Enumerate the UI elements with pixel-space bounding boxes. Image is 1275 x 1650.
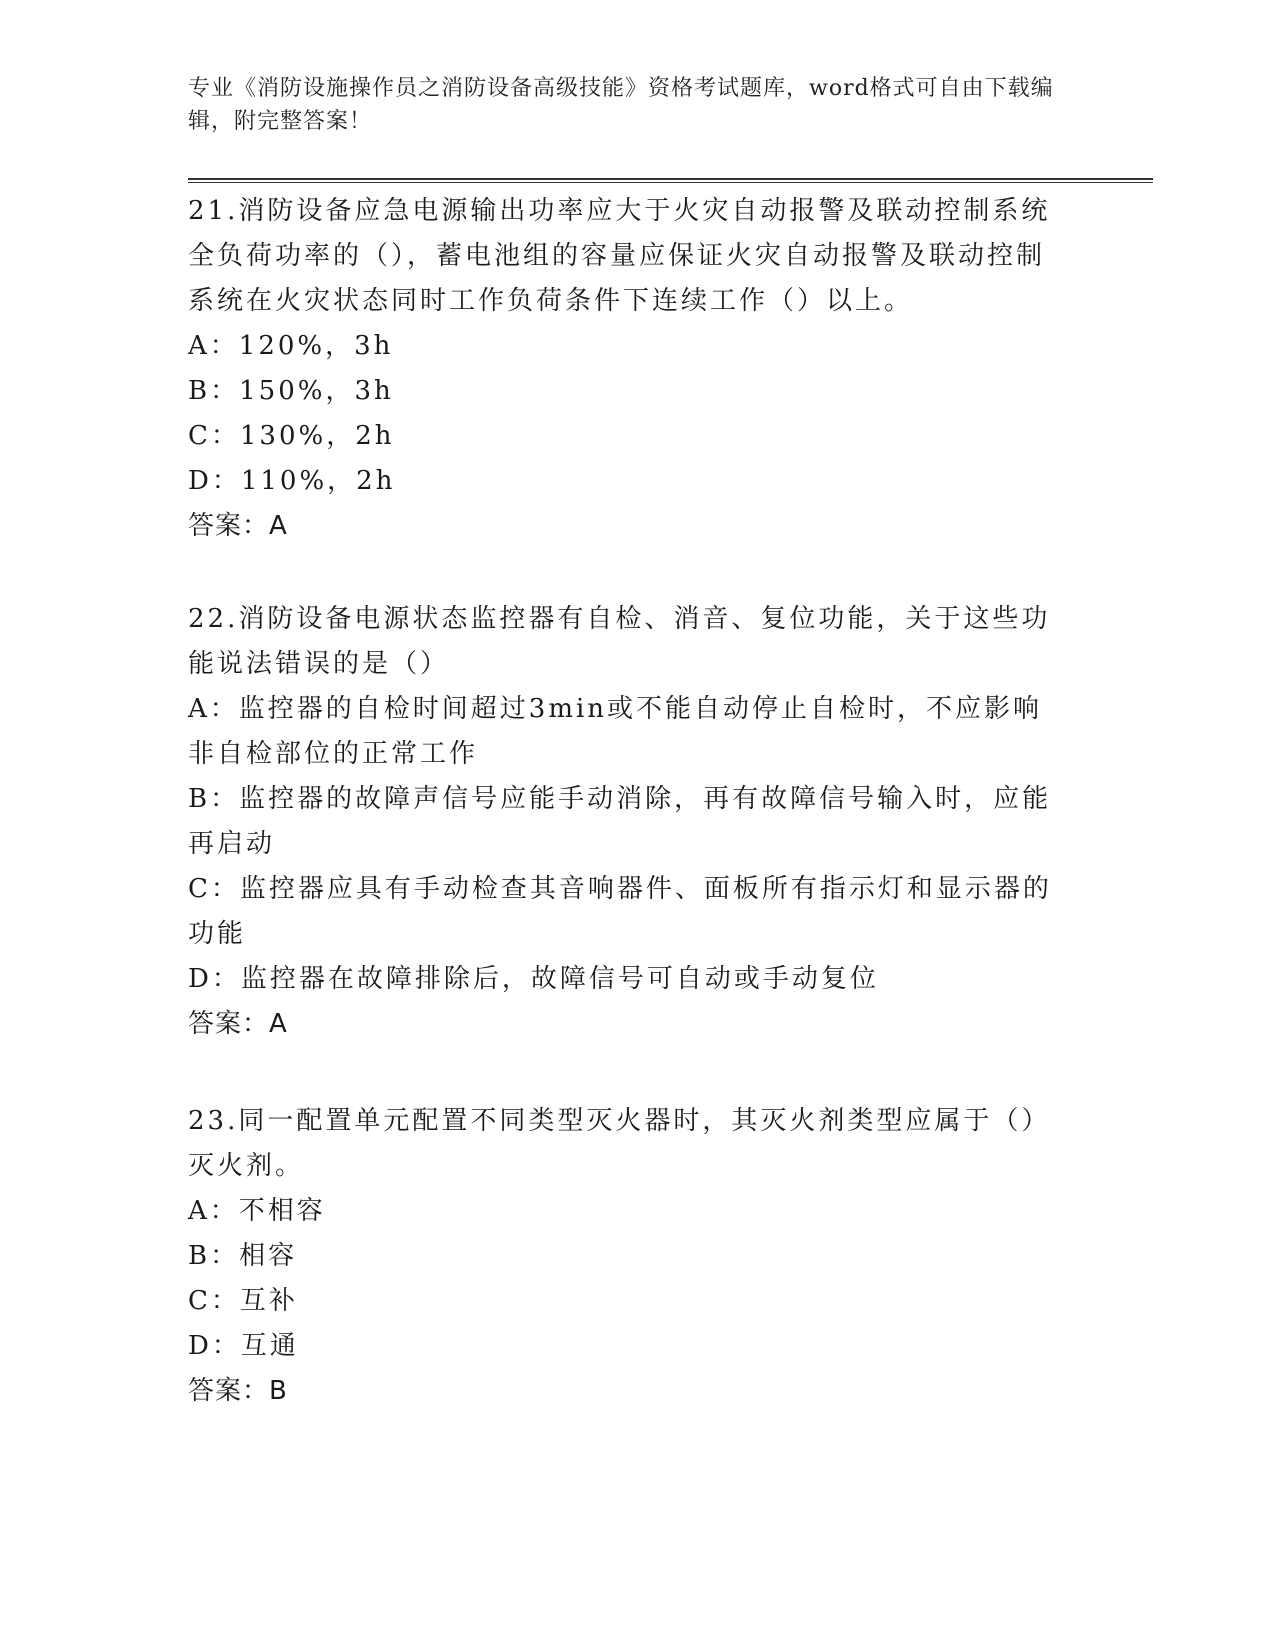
- question-stem: 23.同一配置单元配置不同类型灭火器时，其灭火剂类型应属于（）灭火剂。: [188, 1106, 1051, 1181]
- question-stem: 22.消防设备电源状态监控器有自检、消音、复位功能，关于这些功能说法错误的是（）: [188, 604, 1051, 679]
- option-c: C：130%，2h: [188, 421, 395, 451]
- question-stem: 21.消防设备应急电源输出功率应大于火灾自动报警及联动控制系统全负荷功率的（），蓄电池组的容量应保证火灾自动报警及联动控制系统在火灾状态同时工作负荷条件下连续工作（）以上。: [188, 196, 1051, 316]
- answer: 答案：A: [188, 511, 288, 541]
- header-divider: [188, 178, 1153, 183]
- option-b: B：相容: [188, 1241, 298, 1271]
- option-d: D：互通: [188, 1331, 299, 1361]
- answer: 答案：A: [188, 1009, 288, 1039]
- option-d: D：监控器在故障排除后，故障信号可自动或手动复位: [188, 964, 879, 994]
- question-23: [188, 1099, 1068, 1414]
- option-a: A：监控器的自检时间超过3min或不能自动停止自检时，不应影响非自检部位的正常工作: [188, 694, 1043, 769]
- document-header: 专业《消防设施操作员之消防设备高级技能》资格考试题库，word格式可自由下载编辑，附完整答案！: [188, 76, 1054, 134]
- option-c: C：互补: [188, 1286, 298, 1316]
- option-c: C：监控器应具有手动检查其音响器件、面板所有指示灯和显示器的功能: [188, 874, 1052, 949]
- question-21: [188, 189, 1068, 549]
- option-b: B：150%，3h: [188, 376, 394, 406]
- option-a: A：不相容: [188, 1196, 326, 1226]
- option-a: A：120%，3h: [188, 331, 394, 361]
- option-b: B：监控器的故障声信号应能手动消除，再有故障信号输入时，应能再启动: [188, 784, 1052, 859]
- option-d: D：110%，2h: [188, 466, 396, 496]
- answer: 答案：B: [188, 1376, 288, 1406]
- question-22: [188, 597, 1068, 1047]
